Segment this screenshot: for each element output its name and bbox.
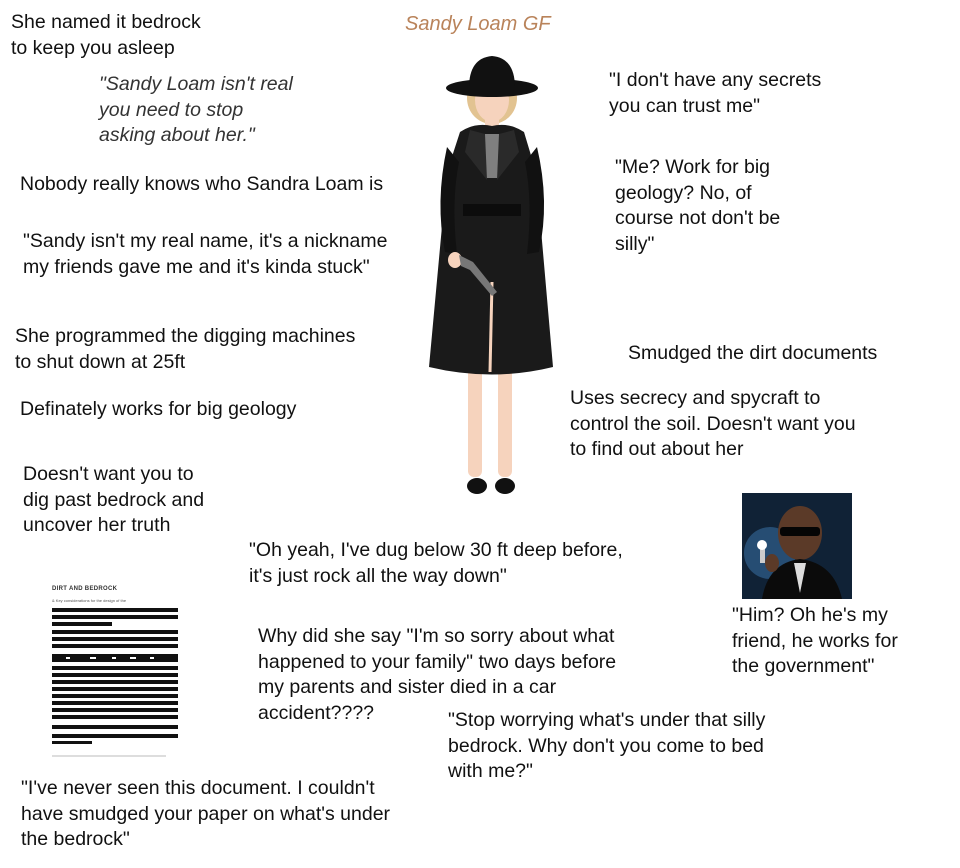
caption-spycraft: Uses secrecy and spycraft to control the soil. Doesn't want you to find out about her xyxy=(570,387,856,460)
caption-never-seen: "I've never seen this document. I couldn't have smudged your paper on what's under the bedrock" xyxy=(21,777,391,850)
caption-big-geology: Definately works for big geology xyxy=(20,398,297,420)
caption-nobody-knows: Nobody really knows who Sandra Loam is xyxy=(20,173,384,195)
caption-him: "Him? Oh he's my friend, he works for the government" xyxy=(732,604,898,677)
caption-programmed: She programmed the digging machines to shut down at 25ft xyxy=(15,325,356,373)
caption-nickname: "Sandy isn't my real name, it's a nickname my friends gave me and it's kinda stuck" xyxy=(23,230,388,278)
caption-smudged: Smudged the dirt documents xyxy=(628,342,878,364)
caption-no-secrets: "I don't have any secrets you can trust me" xyxy=(609,69,822,117)
redacted-document xyxy=(46,578,188,764)
man-hand xyxy=(765,554,779,572)
man-in-black-photo xyxy=(742,493,852,599)
hand xyxy=(448,252,462,268)
caption-work-for: "Me? Work for big geology? No, of course not don't be silly" xyxy=(615,156,781,255)
hat-crown xyxy=(469,56,515,88)
left-shoe xyxy=(467,478,487,494)
caption-so-sorry: Why did she say "I'm so sorry about what happened to your family" two days before my parents and sister died in a car accident???? xyxy=(258,625,617,724)
flash-icon xyxy=(757,540,767,550)
sunglasses-icon xyxy=(780,527,820,536)
document-title: DIRT AND BEDROCK xyxy=(52,586,118,592)
caption-stop-worrying: "Stop worrying what's under that silly bedrock. Why don't you come to bed with me?" xyxy=(448,709,766,782)
right-shoe xyxy=(495,478,515,494)
woman-figure-illustration xyxy=(425,52,560,497)
caption-not-real: "Sandy Loam isn't real you need to stop asking about her." xyxy=(99,73,293,146)
page-title: Sandy Loam GF xyxy=(405,13,551,35)
redaction-bars xyxy=(46,578,188,764)
belt xyxy=(463,204,521,216)
agent-portrait-illustration xyxy=(742,493,852,599)
document-subtitle: & Key considerations for the design of the xyxy=(52,598,127,603)
caption-dig-past: Doesn't want you to dig past bedrock and uncover her truth xyxy=(23,463,205,536)
caption-dug-below: "Oh yeah, I've dug below 30 ft deep before, it's just rock all the way down" xyxy=(249,539,623,587)
caption-bedrock-name: She named it bedrock to keep you asleep xyxy=(11,11,201,59)
